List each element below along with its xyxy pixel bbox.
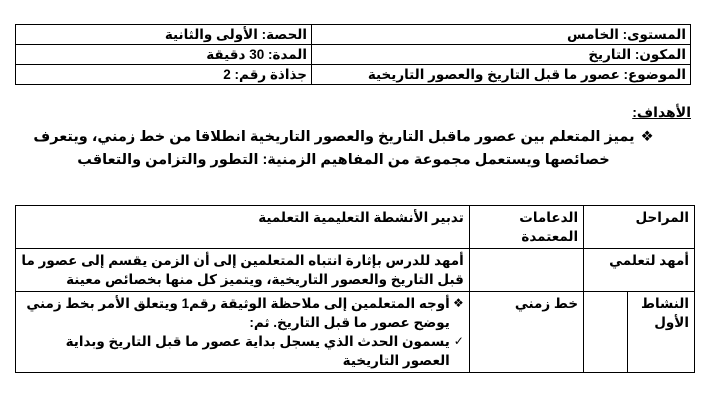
- goal-line-1: يميز المتعلم بين عصور ماقبل التاريخ والعصور التاريخية انطلاقا من خط زمني، ويتعرف: [33, 129, 635, 145]
- table-row: [16, 292, 695, 373]
- lesson-info-table: [15, 24, 691, 85]
- topic-cell: الموضوع: عصور ما قبل التاريخ والعصور التاريخية: [312, 65, 691, 85]
- table-header-row: [16, 206, 695, 249]
- goal-line-2: خصائصها ويستعمل مجموعة من المفاهيم الزمنية: التطور والتزامن والتعاقب: [77, 152, 610, 168]
- list-item: [21, 332, 464, 370]
- stage-empty-cell: [584, 292, 628, 373]
- level-cell: المستوى: الخامس: [312, 25, 691, 45]
- session-cell: الحصة: الأولى والثانية: [16, 25, 312, 45]
- header-stages: المراحل: [584, 206, 695, 249]
- activities-table: [15, 205, 695, 373]
- duration-value: 30 دقيقة: [206, 47, 265, 62]
- activity-cell-intro: أمهد للدرس بإثارة انتباه المتعلمين إلى أن الزمن يقسم إلى عصور ما قبل التاريخ والعصور التاريخية، ويتميز كل منها بخصائص معينة: [16, 249, 470, 292]
- resource-cell-intro: [469, 249, 583, 292]
- sheet-value: 2: [223, 67, 231, 82]
- sheet-label: جذاذة رقم:: [234, 67, 307, 82]
- activity-list: [21, 294, 464, 370]
- table-row: [16, 249, 695, 292]
- activity-cell-activity-1: [16, 292, 470, 373]
- list-item: [21, 294, 464, 332]
- diamond-bullet-icon: ❖: [640, 129, 654, 145]
- duration-cell: [16, 45, 312, 65]
- sheet-cell: [16, 65, 312, 85]
- component-cell: المكون: التاريخ: [312, 45, 691, 65]
- duration-label: المدة:: [267, 47, 307, 62]
- stage-cell-intro: أمهد لتعلمي: [584, 249, 695, 292]
- header-activities: تدبير الأنشطة التعليمية التعلمية: [16, 206, 470, 249]
- activity-text: يسمون الحدث الذي يسجل بداية عصور ما قبل التاريخ وبداية العصور التاريخية: [65, 334, 450, 368]
- activity-text: أوجه المتعلمين إلى ملاحظة الوثيقة رقم1 ويتعلق الأمر بخط زمني يوضح عصور ما قبل التاريخ. ثم:: [26, 296, 450, 330]
- stage-cell-activity-1: النشاط الأول: [628, 292, 695, 373]
- check-mark-icon: ✓: [453, 334, 464, 348]
- goal-statement: [30, 126, 657, 172]
- header-resources: الدعامات المعتمدة: [469, 206, 583, 249]
- resource-cell-activity-1: خط زمني: [469, 292, 583, 373]
- goals-heading: الأهداف:: [632, 104, 691, 120]
- diamond-bullet-icon: ❖: [453, 296, 464, 310]
